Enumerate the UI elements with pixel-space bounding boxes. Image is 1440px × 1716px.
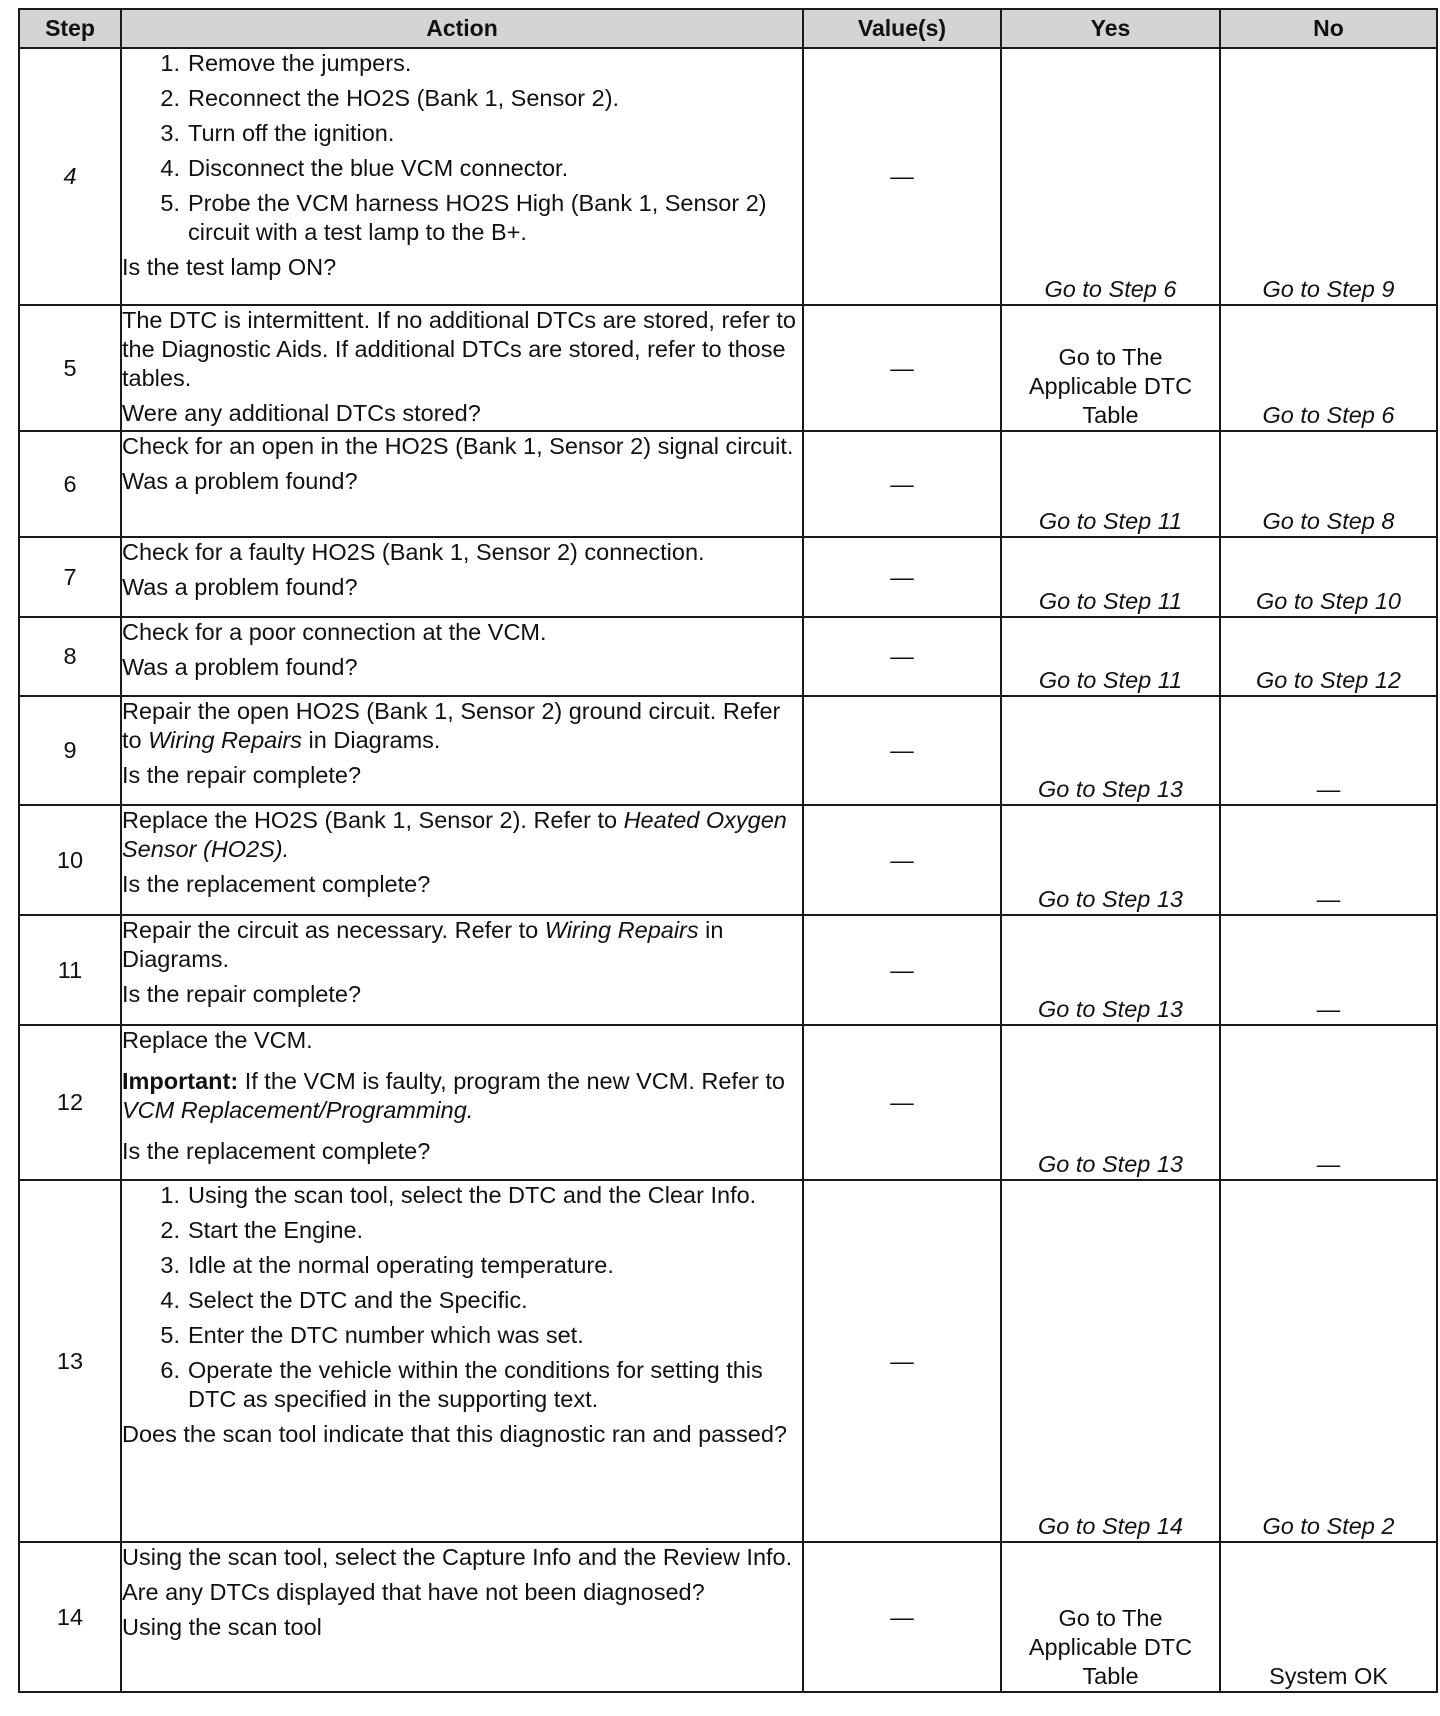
header-values: Value(s) bbox=[803, 9, 1001, 48]
yes-cell: Go to Step 13 bbox=[1001, 1025, 1220, 1180]
action-question: Was a problem found? bbox=[122, 654, 358, 680]
table-row-step-13 bbox=[19, 1180, 1437, 1542]
yes-cell: Go to Step 13 bbox=[1001, 805, 1220, 915]
table-row-step-6 bbox=[19, 431, 1437, 537]
action-question: Was a problem found? bbox=[122, 468, 358, 494]
header-yes: Yes bbox=[1001, 9, 1220, 48]
value-cell: — bbox=[803, 48, 1001, 305]
value-cell: — bbox=[803, 1180, 1001, 1542]
action-cell bbox=[121, 431, 803, 537]
reference-link-text: Wiring Repairs bbox=[544, 917, 699, 943]
action-text: Repair the open HO2S (Bank 1, Sensor 2) ground circuit. Refer to Wiring Repairs in Diagrams. bbox=[122, 698, 781, 753]
action-step: 1. Using the scan tool, select the DTC and the Clear Info. bbox=[160, 1182, 757, 1208]
value-cell: — bbox=[803, 696, 1001, 805]
value-cell: — bbox=[803, 617, 1001, 696]
action-text: Check for a faulty HO2S (Bank 1, Sensor 2) connection. bbox=[122, 539, 705, 565]
action-step: 2. Reconnect the HO2S (Bank 1, Sensor 2). bbox=[160, 85, 620, 111]
yes-cell: Go to Step 11 bbox=[1001, 537, 1220, 617]
yes-cell: Go to The Applicable DTC Table bbox=[1001, 305, 1220, 431]
table-row-step-12 bbox=[19, 1025, 1437, 1180]
action-cell bbox=[121, 805, 803, 915]
no-cell: Go to Step 12 bbox=[1220, 617, 1437, 696]
action-text: Repair the circuit as necessary. Refer to Wiring Repairs in Diagrams. bbox=[122, 917, 724, 972]
action-cell bbox=[121, 617, 803, 696]
action-step: 5. Enter the DTC number which was set. bbox=[160, 1322, 584, 1348]
step-number: 4 bbox=[19, 48, 121, 305]
action-text: Using the scan tool, select the Capture Info and the Review Info. bbox=[122, 1544, 793, 1570]
action-cell bbox=[121, 305, 803, 431]
yes-cell: Go to Step 14 bbox=[1001, 1180, 1220, 1542]
table-row-step-14 bbox=[19, 1542, 1437, 1692]
action-step: 6. Operate the vehicle within the conditions for setting this DTC as specified in the supporting text. bbox=[160, 1357, 763, 1412]
table-row-step-4 bbox=[19, 48, 1437, 305]
step-number: 10 bbox=[19, 805, 121, 915]
action-text: Replace the HO2S (Bank 1, Sensor 2). Refer to Heated Oxygen Sensor (HO2S). bbox=[122, 807, 787, 862]
important-label: Important: bbox=[122, 1068, 239, 1094]
no-cell: Go to Step 10 bbox=[1220, 537, 1437, 617]
action-cell bbox=[121, 1542, 803, 1692]
no-cell: Go to Step 8 bbox=[1220, 431, 1437, 537]
step-number: 9 bbox=[19, 696, 121, 805]
value-cell: — bbox=[803, 1025, 1001, 1180]
step-number: 12 bbox=[19, 1025, 121, 1180]
table-row-step-7 bbox=[19, 537, 1437, 617]
no-cell: System OK bbox=[1220, 1542, 1437, 1692]
table-row-step-10 bbox=[19, 805, 1437, 915]
no-cell: Go to Step 6 bbox=[1220, 305, 1437, 431]
step-number: 14 bbox=[19, 1542, 121, 1692]
action-question: Is the replacement complete? bbox=[122, 1138, 431, 1164]
reference-link-text: Wiring Repairs bbox=[148, 727, 303, 753]
step-number: 6 bbox=[19, 431, 121, 537]
value-cell: — bbox=[803, 305, 1001, 431]
table-row-step-9 bbox=[19, 696, 1437, 805]
action-question: Does the scan tool indicate that this diagnostic ran and passed? bbox=[122, 1421, 787, 1447]
step-number: 13 bbox=[19, 1180, 121, 1542]
table-row-step-5 bbox=[19, 305, 1437, 431]
step-number: 11 bbox=[19, 915, 121, 1025]
action-cell bbox=[121, 537, 803, 617]
action-cell bbox=[121, 1180, 803, 1542]
important-note: Important: If the VCM is faulty, program the new VCM. Refer to VCM Replacement/Programming. bbox=[122, 1068, 785, 1123]
table-row-step-11 bbox=[19, 915, 1437, 1025]
action-cell bbox=[121, 48, 803, 305]
value-cell: — bbox=[803, 1542, 1001, 1692]
action-step: 4. Disconnect the blue VCM connector. bbox=[160, 155, 569, 181]
action-step: 5. Probe the VCM harness HO2S High (Bank 1, Sensor 2) circuit with a test lamp to the B+. bbox=[160, 190, 767, 245]
header-no: No bbox=[1220, 9, 1437, 48]
action-step: 4. Select the DTC and the Specific. bbox=[160, 1287, 528, 1313]
action-question: Is the repair complete? bbox=[122, 981, 362, 1007]
yes-cell: Go to Step 11 bbox=[1001, 431, 1220, 537]
action-step: 1. Remove the jumpers. bbox=[160, 50, 412, 76]
yes-cell: Go to Step 11 bbox=[1001, 617, 1220, 696]
action-text: Replace the VCM. bbox=[122, 1027, 313, 1053]
step-number: 8 bbox=[19, 617, 121, 696]
table-header-row bbox=[19, 9, 1437, 48]
diagnostic-table bbox=[18, 8, 1438, 1693]
action-question: Was a problem found? bbox=[122, 574, 358, 600]
step-number: 5 bbox=[19, 305, 121, 431]
action-question: Are any DTCs displayed that have not been diagnosed? bbox=[122, 1579, 705, 1605]
no-cell: — bbox=[1220, 1025, 1437, 1180]
action-question: Is the replacement complete? bbox=[122, 871, 431, 897]
action-text: Check for a poor connection at the VCM. bbox=[122, 619, 547, 645]
yes-cell: Go to The Applicable DTC Table bbox=[1001, 1542, 1220, 1692]
yes-cell: Go to Step 13 bbox=[1001, 696, 1220, 805]
no-cell: Go to Step 9 bbox=[1220, 48, 1437, 305]
value-cell: — bbox=[803, 431, 1001, 537]
action-cell bbox=[121, 696, 803, 805]
action-step: 3. Idle at the normal operating temperature. bbox=[160, 1252, 614, 1278]
value-cell: — bbox=[803, 537, 1001, 617]
action-step: 3. Turn off the ignition. bbox=[160, 120, 395, 146]
action-steps-list bbox=[122, 1181, 802, 1414]
no-cell: — bbox=[1220, 915, 1437, 1025]
action-question: Is the test lamp ON? bbox=[122, 254, 337, 280]
no-cell: — bbox=[1220, 805, 1437, 915]
header-step: Step bbox=[19, 9, 121, 48]
value-cell: — bbox=[803, 915, 1001, 1025]
yes-cell: Go to Step 6 bbox=[1001, 48, 1220, 305]
action-step: 2. Start the Engine. bbox=[160, 1217, 364, 1243]
no-cell: Go to Step 2 bbox=[1220, 1180, 1437, 1542]
action-cell bbox=[121, 1025, 803, 1180]
value-cell: — bbox=[803, 805, 1001, 915]
action-steps-list bbox=[122, 49, 802, 247]
step-number: 7 bbox=[19, 537, 121, 617]
action-question: Were any additional DTCs stored? bbox=[122, 400, 481, 426]
reference-link-text: VCM Replacement/Programming. bbox=[122, 1097, 474, 1123]
yes-cell: Go to Step 13 bbox=[1001, 915, 1220, 1025]
action-text: The DTC is intermittent. If no additional DTCs are stored, refer to the Diagnostic Aids. If additional DTCs are stored, refer to those tables. bbox=[122, 307, 796, 391]
table-row-step-8 bbox=[19, 617, 1437, 696]
action-cell bbox=[121, 915, 803, 1025]
reference-link-text: Heated Oxygen Sensor (HO2S). bbox=[122, 807, 787, 862]
header-action: Action bbox=[121, 9, 803, 48]
action-text: Check for an open in the HO2S (Bank 1, Sensor 2) signal circuit. bbox=[122, 433, 794, 459]
action-question: Is the repair complete? bbox=[122, 762, 362, 788]
action-extra-text: Using the scan tool bbox=[122, 1614, 322, 1640]
no-cell: — bbox=[1220, 696, 1437, 805]
